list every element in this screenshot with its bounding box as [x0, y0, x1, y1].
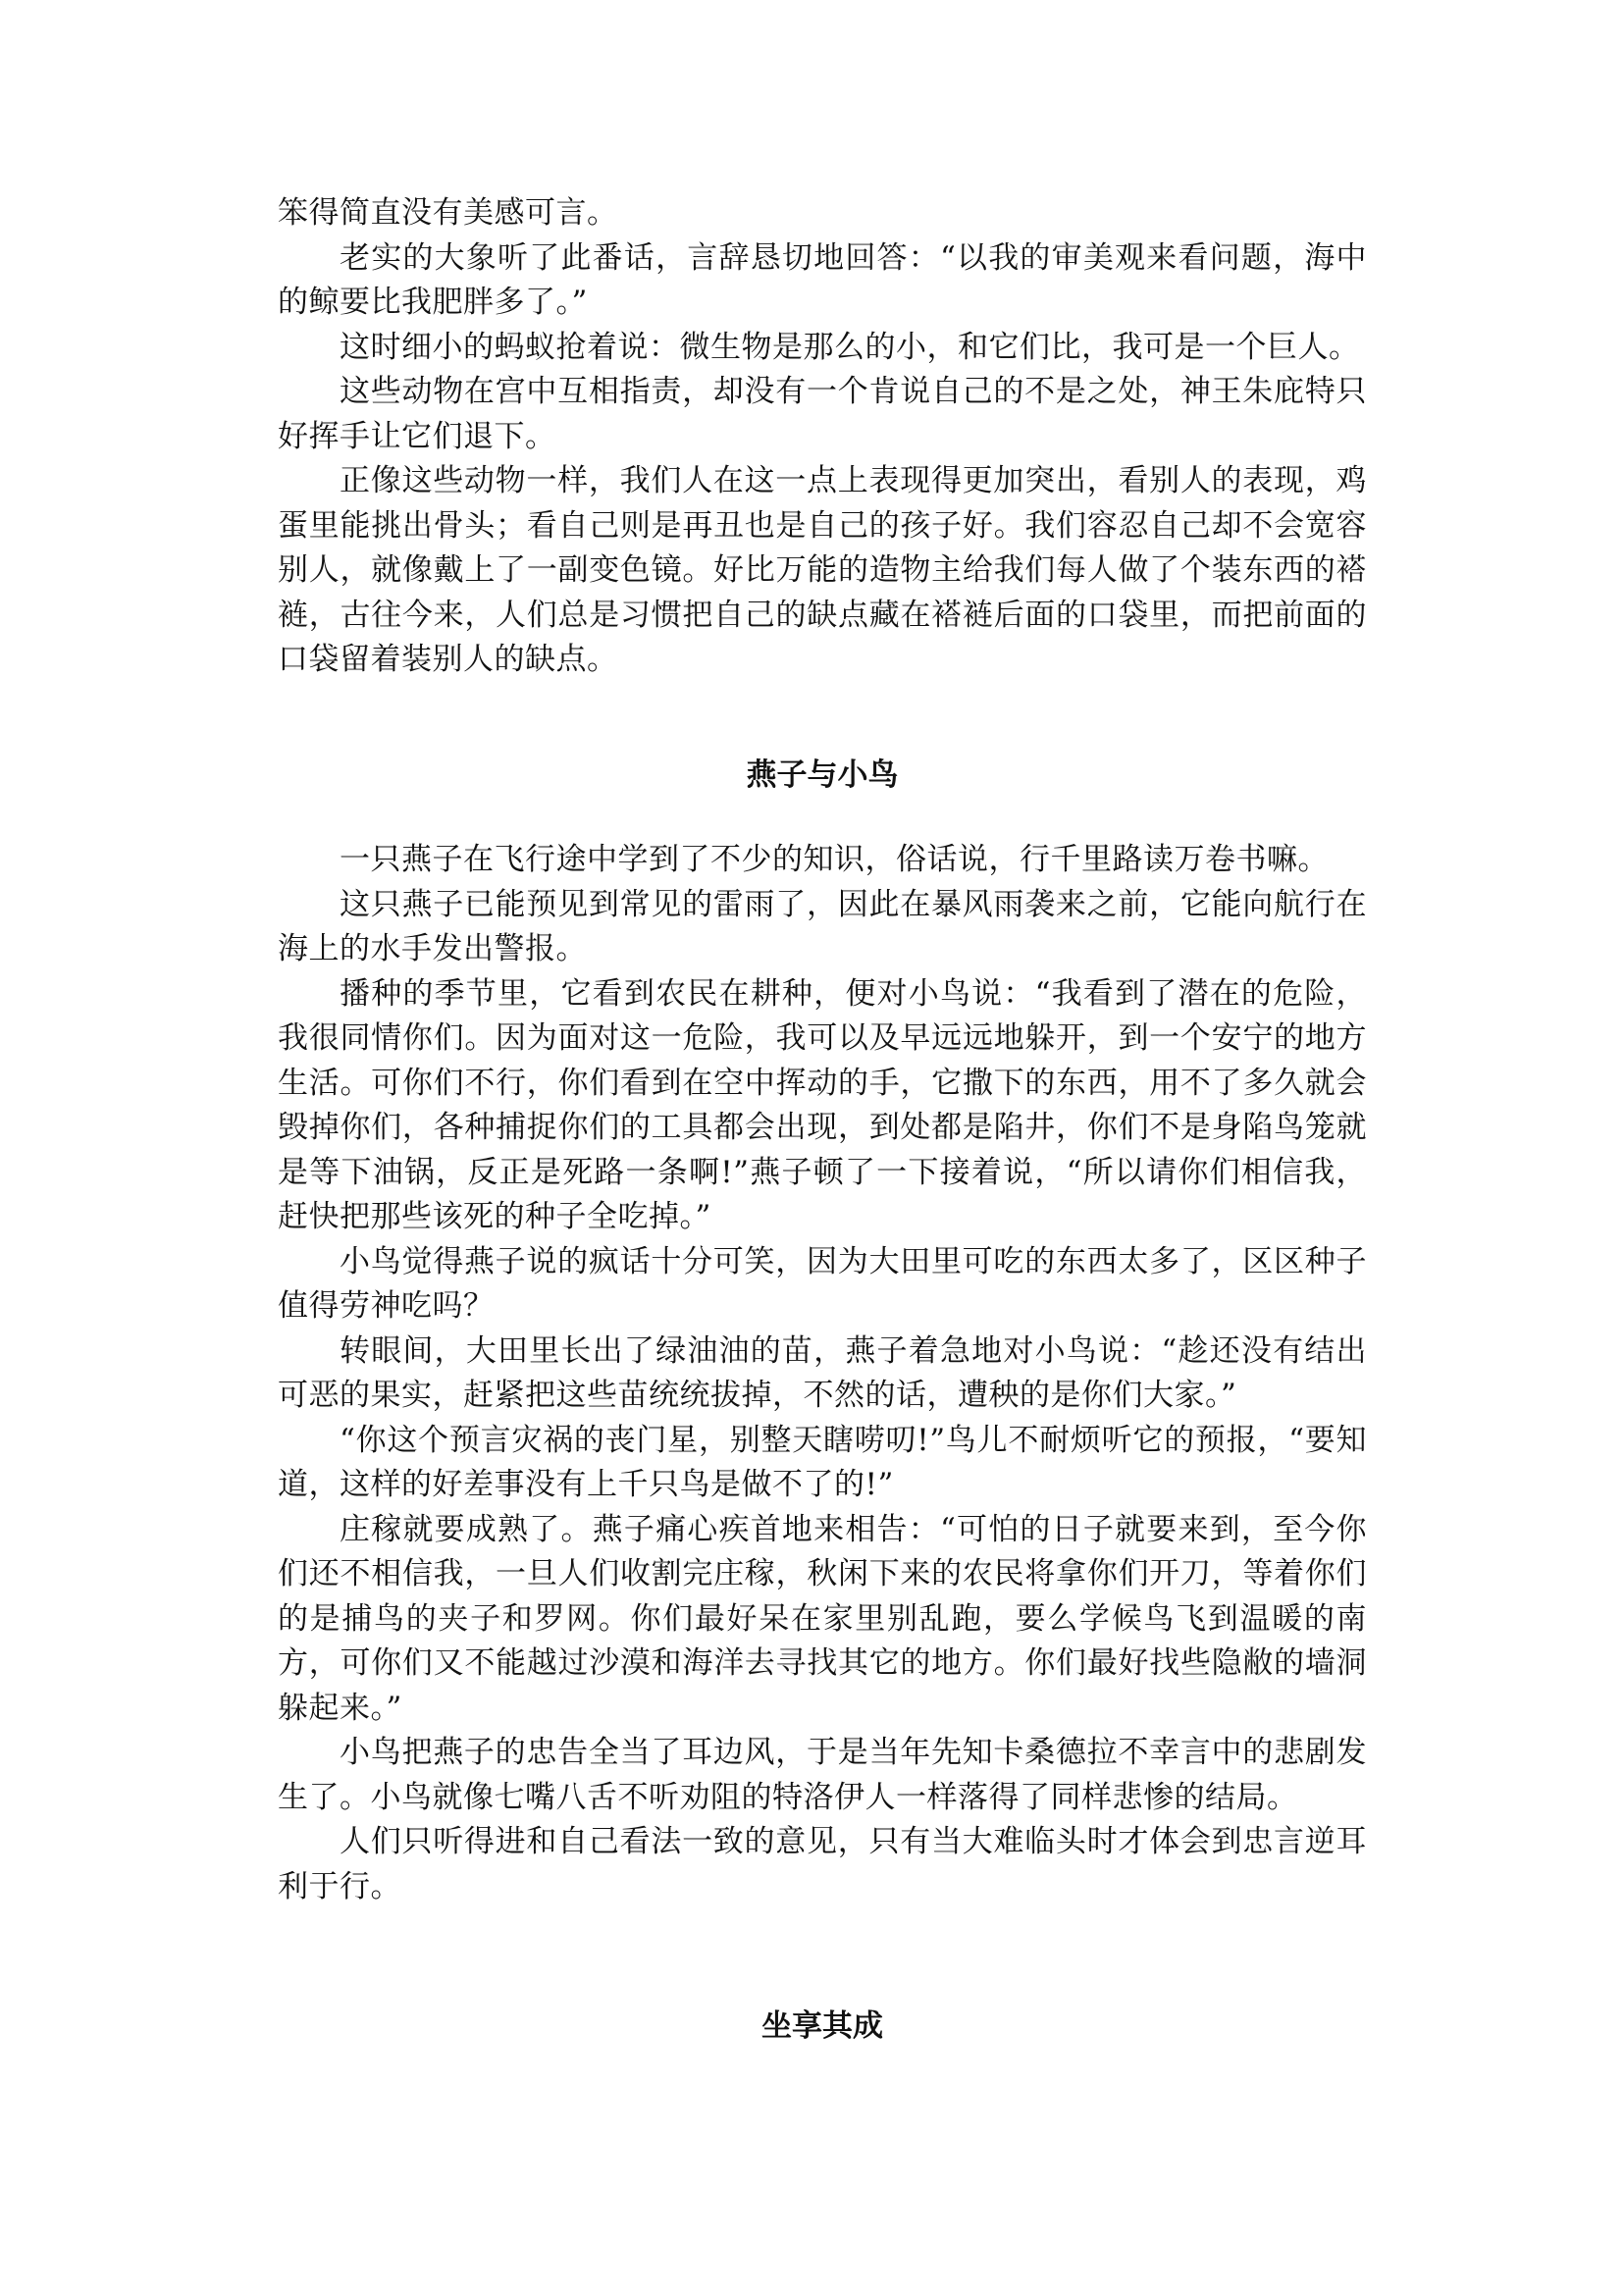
paragraph: 小鸟觉得燕子说的疯话十分可笑，因为大田里可吃的东西太多了，区区种子值得劳神吃吗？ [278, 1243, 1367, 1324]
paragraph: 一只燕子在飞行途中学到了不少的知识，俗话说，行千里路读万卷书嘛。 [340, 842, 1329, 877]
paragraph: 转眼间，大田里长出了绿油油的苗，燕子着急地对小鸟说：“趁还没有结出可恶的果实，赶紧把这些苗统统拔掉，不然的话，遭秧的是你们大家。” [278, 1332, 1367, 1413]
paragraph: 这只燕子已能预见到常见的雷雨了，因此在暴风雨袭来之前，它能向航行在海上的水手发出警报。 [278, 886, 1367, 966]
paragraph: “你这个预言灾祸的丧门星，别整天瞎唠叨!”鸟儿不耐烦听它的预报，“要知道，这样的好差事没有上千只鸟是做不了的!” [278, 1422, 1367, 1502]
section-swallow-text [278, 838, 1367, 1909]
section-fable-text [278, 191, 1367, 683]
paragraph: 人们只听得进和自己看法一致的意见，只有当大难临头时才体会到忠言逆耳利于行。 [278, 1824, 1367, 1904]
section-title: 燕子与小鸟 [746, 757, 899, 793]
paragraph: 这些动物在宫中互相指责，却没有一个肯说自己的不是之处，神王朱庇特只好挥手让它们退下。 [278, 374, 1367, 454]
section-title: 坐享其成 [761, 2008, 883, 2044]
paragraph: 这时细小的蚂蚁抢着说：微生物是那么的小，和它们比，我可是一个巨人。 [340, 329, 1360, 365]
paragraph: 小鸟把燕子的忠告全当了耳边风，于是当年先知卡桑德拉不幸言中的悲剧发生了。小鸟就像七嘴八舌不听劝阻的特洛伊人一样落得了同样悲惨的结局。 [278, 1735, 1367, 1815]
paragraph: 正像这些动物一样，我们人在这一点上表现得更加突出，看别人的表现，鸡蛋里能挑出骨头；看自己则是再丑也是自己的孩子好。我们容忍自己却不会宽容别人，就像戴上了一副变色镜。好比万能的造物主给我们每人做了个装东西的褡裢，古往今来，人们总是习惯把自己的缺点藏在褡裢后面的口袋里，而把前面的口袋留着装别人的缺点。 [278, 463, 1367, 677]
paragraph: 笨得简直没有美感可言。 [278, 195, 618, 231]
paragraph: 庄稼就要成熟了。燕子痛心疾首地来相告：“可怕的日子就要来到，至今你们还不相信我，一旦人们收割完庄稼，秋闲下来的农民将拿你们开刀，等着你们的是捕鸟的夹子和罗网。你们最好呆在家里别乱跑，要么学候鸟飞到温暖的南方，可你们又不能越过沙漠和海洋去寻找其它的地方。你们最好找些隐敝的墙洞躲起来。” [278, 1511, 1367, 1726]
paragraph: 老实的大象听了此番话，言辞恳切地回答：“以我的审美观来看问题，海中的鲸要比我肥胖多了。” [278, 239, 1367, 320]
paragraph: 播种的季节里，它看到农民在耕种，便对小鸟说：“我看到了潜在的危险，我很同情你们。因为面对这一危险，我可以及早远远地躲开，到一个安宁的地方生活。可你们不行，你们看到在空中挥动的手，它撒下的东西，用不了多久就会毁掉你们，各种捕捉你们的工具都会出现，到处都是陷井，你们不是身陷鸟笼就是等下油锅，反正是死路一条啊!”燕子顿了一下接着说，“所以请你们相信我，赶快把那些该死的种子全吃掉。” [278, 975, 1367, 1234]
